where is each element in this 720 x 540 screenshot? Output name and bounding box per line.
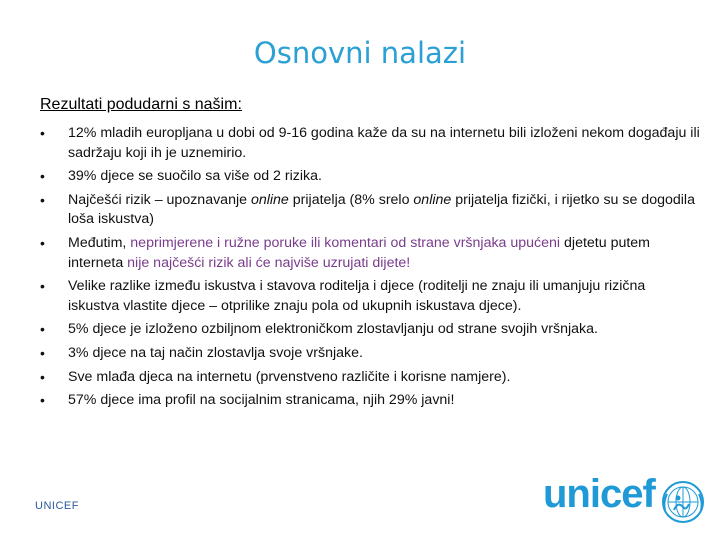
finding-text: 57% djece ima profil na socijalnim stranicama, njih 29% javni!: [68, 392, 455, 409]
slide-subtitle: Rezultati podudarni s našim:: [40, 96, 242, 113]
finding-text: prijatelja fizički, i rijetko su se dogodila loša iskustva): [68, 191, 695, 228]
finding-text: Velike razlike između iskustva i stavova roditelja i djece (roditelji ne znaju ili umanjuju rizična iskustva vlastite djece – otprilike znaju pola od ukupnih iskustava djece).: [68, 278, 646, 314]
finding-item: [30, 167, 700, 187]
finding-item: [30, 234, 700, 273]
finding-text: 39% djece se suočilo sa više od 2 rizika.: [68, 168, 322, 185]
finding-item: [30, 391, 700, 411]
bullet-icon: •: [40, 321, 45, 338]
bullet-icon: •: [40, 344, 45, 361]
finding-text: 5% djece je izloženo ozbiljnom elektroničkom zlostavljanju od strane svojih vršnjaka.: [68, 321, 598, 338]
bullet-icon: •: [40, 278, 45, 295]
bullet-icon: •: [40, 368, 45, 385]
bullet-icon: •: [40, 392, 45, 409]
finding-text: prijatelja (8% srelo: [288, 191, 414, 208]
bullet-icon: •: [40, 234, 45, 251]
finding-item: [30, 320, 700, 340]
footer-label: UNICEF: [35, 500, 79, 512]
finding-item: [30, 124, 700, 163]
bullet-icon: •: [40, 168, 45, 185]
finding-text: Međutim,: [68, 234, 131, 251]
finding-item: [30, 191, 700, 230]
finding-text: Sve mlađa djeca na internetu (prvenstveno različite i korisne namjere).: [68, 368, 511, 385]
logo-wordmark: unicef: [543, 472, 655, 516]
findings-list: [30, 124, 700, 415]
unicef-emblem-icon: [661, 480, 705, 524]
finding-text: 3% djece na taj način zlostavlja svoje vršnjake.: [68, 344, 363, 361]
finding-text: online: [413, 191, 452, 208]
slide-title: Osnovni nalazi: [253, 36, 467, 70]
finding-item: [30, 368, 700, 388]
finding-text: djetetu putem interneta: [68, 234, 651, 271]
finding-text: Najčešći rizik – upoznavanje: [68, 191, 251, 208]
finding-text: online: [250, 191, 289, 208]
finding-text: neprimjerene i ružne poruke ili komentari od strane vršnjaka upućeni: [130, 234, 561, 251]
finding-item: [30, 277, 700, 316]
finding-item: [30, 344, 700, 364]
bullet-icon: •: [40, 125, 45, 141]
bullet-icon: •: [40, 191, 45, 208]
finding-text: nije najčešći rizik ali će najviše uzrujati dijete!: [127, 254, 411, 271]
finding-text: 12% mladih europljana u dobi od 9-16 godina kaže da su na internetu bili izloženi nekom događaju ili sadržaju koji ih je uznemirio.: [68, 125, 700, 161]
unicef-logo: [543, 472, 713, 526]
